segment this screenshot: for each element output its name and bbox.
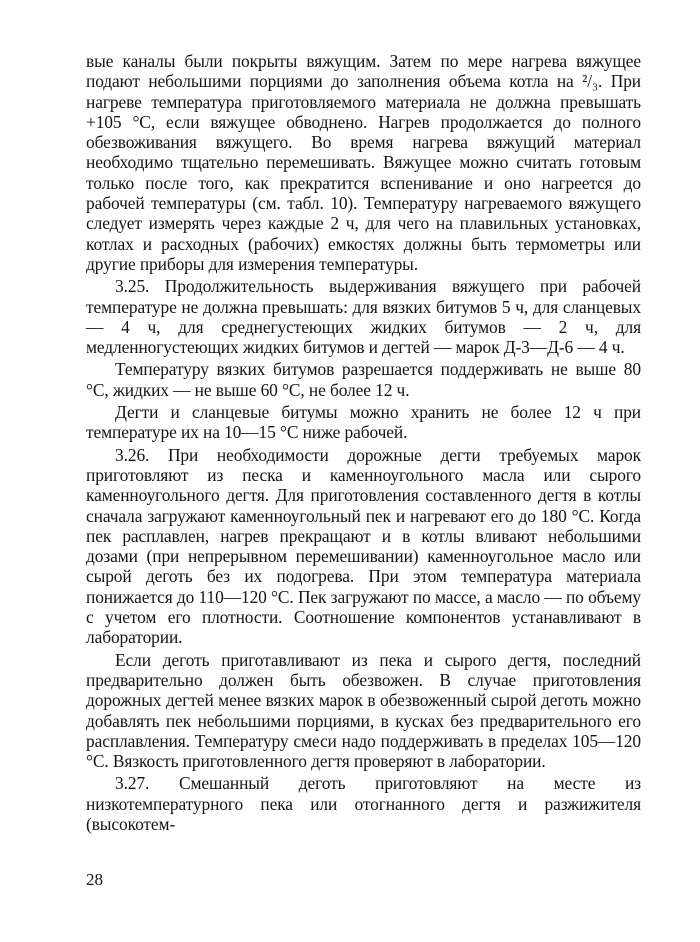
paragraph-3-26: 3.26. При необходимости дорожные дегти требуемых марок приготовляют из песка и каменноугольного масла или сырого каменноугольного дегтя. Для приготовления составленного дегтя в котлы сначала загружают каменноугольный пек и нагревают его до 180 °С. Когда пек расплавлен, нагрев прекращают и в котлы вливают небольшими дозами (при непрерывном перемешивании) каменноугольное масло или сырой деготь без их подогрева. При этом температура материала понижается до 110—120 °С. Пек загружают по массе, а масло — по объему с учетом его плотности. Соотношение компонентов устанавливают в лаборатории. bbox=[86, 444, 641, 648]
paragraph-tar-from-pitch: Если деготь приготавливают из пека и сырого дегтя, последний предварительно должен быть обезвожен. В случае приготовления дорожных дегтей менее вязких марок в обезвоженный сырой деготь можно добавлять пек небольшими порциями, в кусках без предварительного его расплавления. Температуру смеси надо поддерживать в пределах 105—120 °С. Вязкость приготовленного дегтя проверяют в лаборатории. bbox=[86, 649, 641, 772]
paragraph-3-27: 3.27. Смешанный деготь приготовляют на месте из низкотемпературного пека или отогнанного дегтя и разжижителя (высокотем- bbox=[86, 773, 641, 834]
paragraph-continuation: вые каналы были покрыты вяжущим. Затем по мере нагрева вяжущее подают небольшими порциями до заполнения объема котла на ²/₃. При нагреве температура приготовляемого материала не должна превышать +105 °С, если вяжущее обводнено. Нагрев продолжается до полного обезвоживания вяжущего. Во время нагрева вяжущий материал необходимо тщательно перемешивать. Вяжущее можно считать готовым только после того, как прекратится вспенивание и оно нагреется до рабочей температуры (см. табл. 10). Температуру нагреваемого вяжущего следует измерять через каждые 2 ч, для чего на плавильных установках, котлах и расходных (рабочих) емкостях должны быть термометры или другие приборы для измерения температуры. bbox=[86, 51, 641, 274]
page-number: 28 bbox=[86, 870, 103, 889]
paragraph-tar-storage: Дегти и сланцевые битумы можно хранить не более 12 ч при температуре их на 10—15 °С ниже рабочей. bbox=[86, 402, 641, 443]
paragraph-3-25: 3.25. Продолжительность выдерживания вяжущего при рабочей температуре не должна превышать: для вязких битумов 5 ч, для сланцевых — 4 ч, для среднегустеющих жидких битумов — 2 ч, для медленногустеющих жидких битумов и дегтей — марок Д-3—Д-6 — 4 ч. bbox=[86, 276, 641, 358]
paragraph-viscous-bitumen-temperature: Температуру вязких битумов разрешается поддерживать не выше 80 °С, жидких — не выше 60 °С, не более 12 ч. bbox=[86, 359, 641, 400]
page-body bbox=[86, 51, 641, 834]
